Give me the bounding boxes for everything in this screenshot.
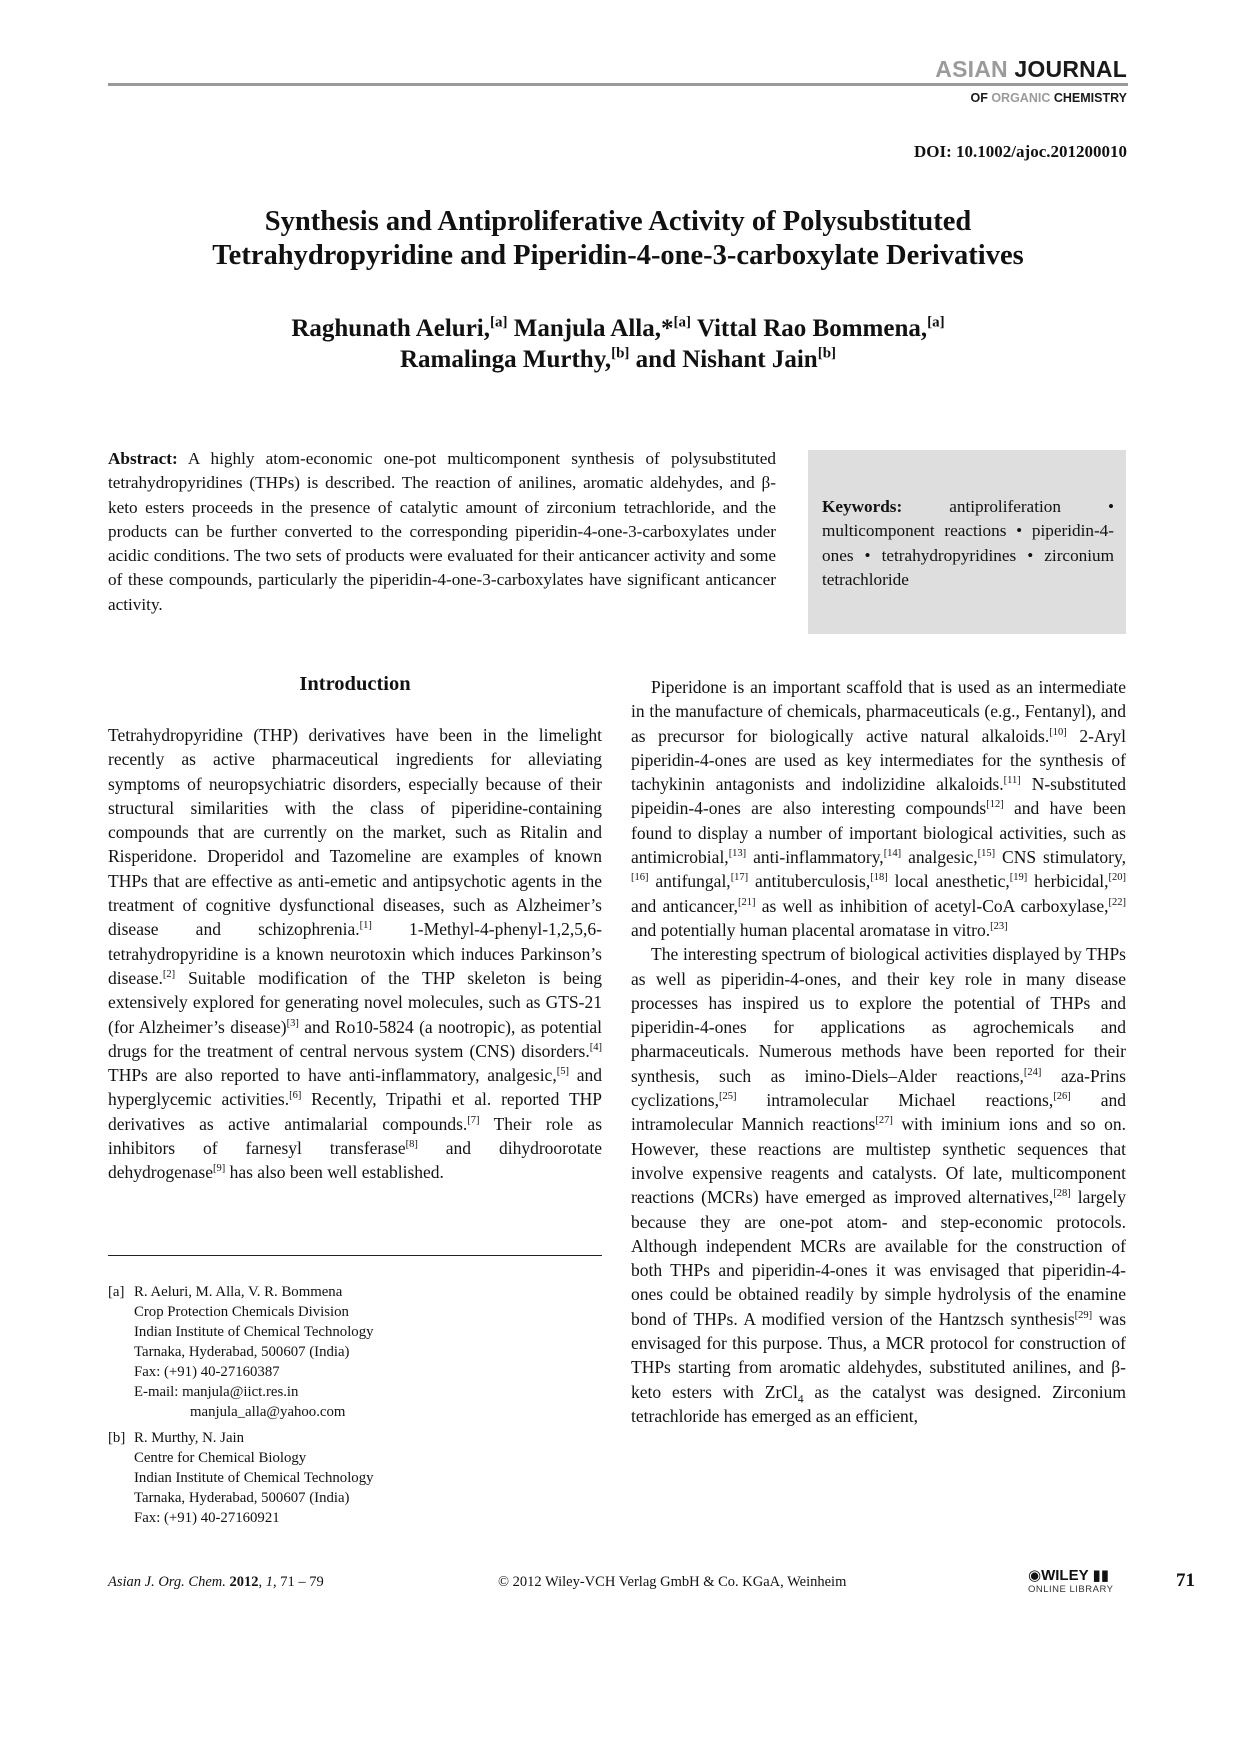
email-link[interactable]: manjula_alla@yahoo.com [190, 1404, 346, 1420]
paragraph-text: and hyperglycemic activities. [108, 1065, 602, 1110]
keywords-list: antiproliferation • multicomponent reactions • piperidin-4-ones • tetrahydropyridines • zirconium tetrachloride [822, 497, 1114, 589]
title-line-1: Synthesis and Antiproliferative Activity of Polysubstituted [264, 206, 972, 237]
author-line-1 [108, 313, 1128, 344]
journal-logo-title [935, 56, 1127, 83]
paragraph-text: Tetrahydropyridine (THP) derivatives have been in the limelight recently as active pharmaceutical ingredients for alleviating symptoms of neuropsychiatric disorders, especially because of their structural similarities with the class of piperidine-containing compounds that are currently on the market, such as Ritalin and Risperidone. Droperidol and Tazomeline are examples of known THPs that are effective as anti-emetic and antipsychotic agents in the treatment of cognitive dysfunctional diseases, such as Alzheimer’s disease and schizophrenia. [108, 725, 602, 940]
abstract-label: Abstract: [108, 449, 178, 468]
author-affiliation-mark: [a] [927, 314, 945, 331]
paragraph-text: CNS stimulatory, [995, 847, 1126, 868]
email-link[interactable]: E-mail: manjula@iict.res.in [134, 1384, 299, 1400]
keywords [822, 495, 1114, 592]
citation-reference[interactable]: [7] [467, 1114, 480, 1126]
citation-reference[interactable]: [19] [1009, 872, 1028, 884]
citation-reference[interactable]: [8] [405, 1139, 418, 1151]
citation-reference[interactable]: [12] [986, 799, 1004, 811]
author-name: Nishant Jain [682, 346, 818, 373]
doi[interactable]: DOI: 10.1002/ajoc.201200010 [914, 142, 1127, 161]
citation-reference[interactable]: [6] [289, 1090, 302, 1102]
citation-reference[interactable]: [21] [738, 896, 756, 908]
section-heading-introduction: Introduction [299, 673, 411, 695]
book-stack-icon: ▮▮ [1092, 1567, 1110, 1584]
citation-reference[interactable]: [10] [1049, 726, 1067, 738]
citation-reference[interactable]: [14] [883, 848, 902, 860]
paragraph-text: with iminium ions and so on. However, these reactions are multistep synthetic sequences that involve expensive reagents and catalysts. Of late, multicomponent reactions (MCRs) have emerged as improved alternatives, [631, 1114, 1126, 1208]
abstract [108, 447, 776, 617]
paragraph-text: intramolecular Michael reactions, [736, 1090, 1054, 1111]
paragraph-text: and intramolecular Mannich reactions [631, 1090, 1126, 1135]
abstract-text-1: A highly atom-economic one-pot multicomponent synthesis of polysubstituted tetrahydropyridines (THPs) is described. The reaction of anilines, aromatic aldehydes, and [108, 449, 776, 493]
author-line-2 [108, 344, 1128, 375]
paragraph-text: and have been found to display a number of important biological activities, such as antimicrobial, [631, 798, 1126, 868]
citation-reference[interactable]: [2] [162, 969, 176, 981]
abstract-text-2: -keto esters proceeds in the presence of catalytic amount of zirconium tetrachloride, and the products can be further converted to the corresponding piperidin-4-one-3-carboxylates under acidic conditions. The two sets of products were evaluated for their anticancer activity and some of these compounds, particularly the piperidin-4-one-3-carboxylates have significant anticancer activity. [108, 473, 776, 614]
body-column-left [108, 723, 602, 1185]
paragraph-text: The interesting spectrum of biological activities displayed by THPs as well as piperidin-4-ones, and their key role in many disease processes has inspired us to explore the potential of THPs and piperidin-4-ones for applications as agrochemicals and pharmaceuticals. Numerous methods have been reported for their synthesis, such as imino-Diels–Alder reactions, [631, 944, 1126, 1086]
abstract-beta: β [761, 473, 771, 493]
intro-paragraph-3 [631, 942, 1126, 1428]
citation-reference[interactable]: [13] [728, 848, 747, 860]
paragraph-text: and potentially human placental aromatase in vitro. [631, 919, 991, 940]
citation-reference[interactable]: [24] [1023, 1066, 1042, 1078]
affiliation-a: [a] R. Aeluri, M. Alla, V. R. Bommena Crop Protection Chemicals Division Indian Institute of Chemical Technology Tarnaka, Hyderabad, 500607 (India) Fax: (+91) 40-27160387 E-mail: manjula@iict.res.in manjula_alla@yahoo.com [108, 1282, 602, 1422]
paragraph-text: and Ro10-5824 (a nootropic), as potential drugs for the treatment of central nervous system (CNS) disorders. [108, 1016, 602, 1061]
citation-reference[interactable]: [20] [1108, 872, 1126, 884]
author-name: Manjula Alla,* [513, 315, 674, 342]
citation-reference[interactable]: [4] [589, 1042, 602, 1054]
header-rule [108, 83, 1128, 86]
body-column-right [631, 675, 1126, 1428]
paragraph-text: and anticancer, [631, 895, 739, 916]
paragraph-text: Recently, Tripathi et al. reported THP derivatives as active antimalarial compounds. [108, 1089, 603, 1134]
paragraph-text: local anesthetic, [887, 871, 1010, 892]
author-affiliation-mark: [a] [490, 314, 508, 331]
author-name: Ramalinga Murthy, [399, 346, 612, 373]
paragraph-text: Piperidone is an important scaffold that is used as an intermediate in the manufacture of chemicals, pharmaceuticals (e.g., Fentanyl), and as precursor for biologically active natural alkaloids. [631, 677, 1126, 746]
paragraph-text: as well as inhibition of acetyl-CoA carboxylase, [755, 895, 1109, 916]
citation-reference[interactable]: [16] [631, 872, 649, 884]
affiliation-tag: [a] [108, 1284, 125, 1300]
author-name: Vittal Rao Bommena, [696, 315, 928, 342]
citation-reference[interactable]: [5] [556, 1066, 569, 1078]
paragraph-text: was envisaged for this purpose. Thus, a MCR protocol for construction of THPs starting from aromatic aldehydes, substituted anilines, and β-keto esters with ZrCl [631, 1308, 1127, 1402]
paragraph-text: herbicidal, [1027, 871, 1109, 892]
keywords-label: Keywords: [822, 497, 903, 516]
citation-reference[interactable]: [17] [730, 872, 749, 884]
footer-copyright: © 2012 Wiley-VCH Verlag GmbH & Co. KGaA, Weinheim [498, 1574, 847, 1590]
paragraph-text: as the catalyst was designed. Zirconium tetrachloride has emerged as an efficient, [631, 1381, 1127, 1426]
journal-word-journal: JOURNAL [1014, 56, 1127, 82]
author-conjunction: and [635, 346, 676, 373]
citation-reference[interactable]: [23] [990, 921, 1008, 933]
citation-reference[interactable]: [28] [1053, 1188, 1071, 1200]
affiliation-b: [b] R. Murthy, N. Jain Centre for Chemical Biology Indian Institute of Chemical Technology Tarnaka, Hyderabad, 500607 (India) Fax: (+91) 40-27160921 [108, 1430, 374, 1526]
paragraph-text: THPs are also reported to have anti-inflammatory, analgesic, [108, 1065, 557, 1086]
paragraph-text: Their role as inhibitors of farnesyl transferase [108, 1113, 602, 1159]
journal-word-asian: ASIAN [935, 56, 1008, 82]
paragraph-text: 2-Aryl piperidin-4-ones are used as key intermediates for the synthesis of tachykinin antagonists and indolizidine alkaloids. [631, 725, 1126, 795]
citation-reference[interactable]: [9] [212, 1163, 226, 1175]
wiley-online-library-logo[interactable]: ◉WILEY ▮▮ ONLINE LIBRARY [1028, 1567, 1114, 1595]
author-list [108, 313, 1128, 375]
chemical-subscript: 4 [797, 1393, 804, 1406]
paragraph-text: anti-inflammatory, [746, 847, 884, 868]
wiley-emblem-icon: ◉ [1028, 1567, 1042, 1584]
affiliations [108, 1282, 602, 1534]
citation-reference[interactable]: [25] [718, 1091, 737, 1103]
intro-paragraph-2 [631, 675, 1126, 942]
paragraph-text: antifungal, [648, 871, 731, 892]
paragraph-text: largely because they are one-pot atom- and step-economic protocols. Although independent MCRs are available for the construction of both THPs and piperidin-4-ones it was envisaged that piperidin-4-ones could be obtained readily by simple hydrolysis of the enamine bond of THPs. A modified version of the Hantzsch synthesis [631, 1187, 1126, 1329]
paragraph-text: analgesic, [901, 847, 978, 868]
footnote-rule [108, 1255, 602, 1256]
paragraph-text: antituberculosis, [748, 871, 871, 892]
affiliation-tag: [b] [108, 1430, 126, 1446]
citation-reference[interactable]: [29] [1074, 1309, 1093, 1321]
citation-reference[interactable]: [1] [359, 920, 372, 932]
author-affiliation-mark: [b] [817, 345, 837, 362]
citation-reference[interactable]: [22] [1108, 896, 1126, 908]
paragraph-text: aza-Prins cyclizations, [631, 1065, 1126, 1111]
paragraph-text: 1-Methyl-4-phenyl-1,2,5,6-tetrahydropyridine is a known neurotoxin which induces Parkinson’s disease. [108, 919, 602, 988]
paragraph-text: N-substituted pipeidin-4-ones are also interesting compounds [631, 774, 1126, 819]
page-number: 71 [1176, 1570, 1195, 1591]
citation-reference[interactable]: [18] [870, 872, 888, 884]
title-line-2: Tetrahydropyridine and Piperidin-4-one-3-carboxylate Derivatives [212, 240, 1024, 271]
paragraph-text: Suitable modification of the THP skeleton is being extensively explored for generating novel molecules, such as GTS-21 (for Alzheimer’s disease) [108, 967, 602, 1037]
citation-reference[interactable]: [11] [1003, 775, 1021, 787]
article-title [108, 205, 1128, 273]
author-affiliation-mark: [b] [611, 345, 630, 362]
citation-reference[interactable]: [26] [1053, 1091, 1071, 1103]
author-name: Raghunath Aeluri, [291, 315, 491, 342]
intro-paragraph-1 [108, 723, 602, 1185]
citation-reference[interactable]: [27] [875, 1115, 893, 1127]
footer-citation: Asian J. Org. Chem. 2012, 1, 71 – 79 [108, 1574, 324, 1590]
citation-reference[interactable]: [15] [977, 848, 996, 860]
journal-logo-subtitle: OF ORGANIC CHEMISTRY [970, 91, 1127, 105]
citation-reference[interactable]: [3] [286, 1017, 299, 1029]
paragraph-text: has also been well established. [225, 1162, 444, 1183]
author-affiliation-mark: [a] [673, 314, 692, 331]
paragraph-text: and dihydroorotate dehydrogenase [108, 1138, 603, 1183]
